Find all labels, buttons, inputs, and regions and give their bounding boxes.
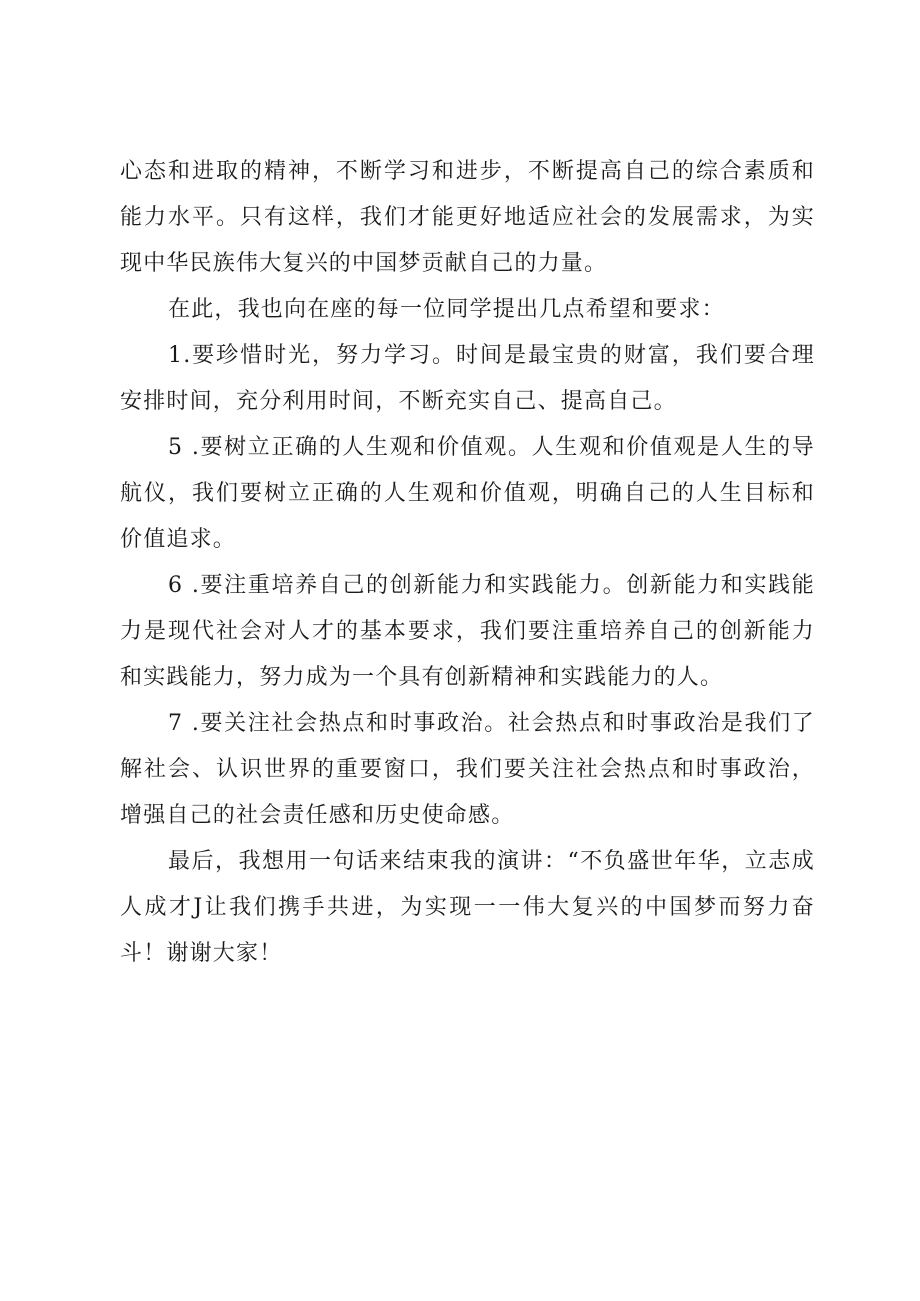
- paragraph-intro-requests: 在此，我也向在座的每一位同学提出几点希望和要求：: [168, 297, 725, 322]
- paragraph-continuation: 心态和进取的精神，不断学习和进步，不断提高自己的综合素质和能力水平。只有这样，我们才能更好地适应社会的发展需求，为实现中华民族伟大复兴的中国梦贡献自己的力量。: [120, 159, 815, 276]
- document-body: [120, 149, 815, 977]
- paragraph-request-1: 1.要珍惜时光，努力学习。时间是最宝贵的财富，我们要合理安排时间，充分利用时间，不断充实自己、提高自己。: [120, 343, 815, 414]
- paragraph-closing: 最后，我想用一句话来结束我的演讲：“不负盛世年华，立志成人成才J让我们携手共进，为实现一一伟大复兴的中国梦而努力奋斗！谢谢大家！: [120, 849, 815, 966]
- paragraph-request-5: 5 .要树立正确的人生观和价值观。人生观和价值观是人生的导航仪，我们要树立正确的人生观和价值观，明确自己的人生目标和价值追求。: [120, 435, 815, 552]
- paragraph-request-7: 7 .要关注社会热点和时事政治。社会热点和时事政治是我们了解社会、认识世界的重要窗口，我们要关注社会热点和时事政治，增强自己的社会责任感和历史使命感。: [120, 711, 815, 828]
- paragraph-request-6: 6 .要注重培养自己的创新能力和实践能力。创新能力和实践能力是现代社会对人才的基本要求，我们要注重培养自己的创新能力和实践能力，努力成为一个具有创新精神和实践能力的人。: [120, 573, 815, 690]
